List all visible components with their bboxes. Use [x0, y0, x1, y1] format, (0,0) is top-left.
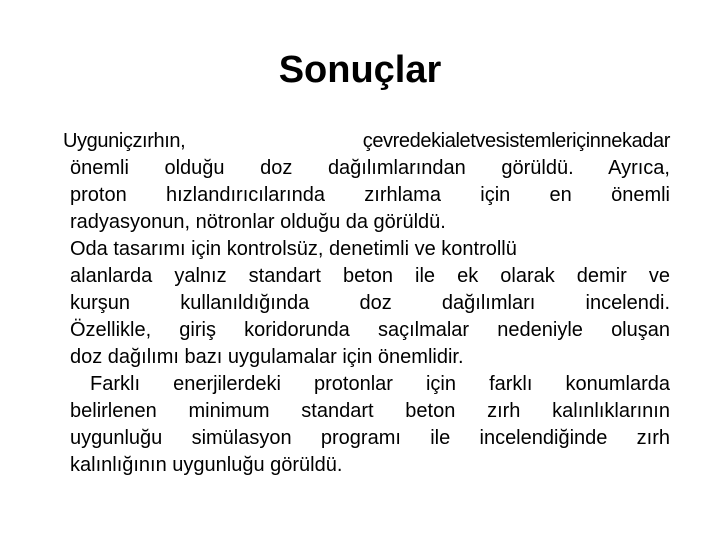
body-line-2: önemli olduğu doz dağılımlarından görüldü. Ayrıca,	[70, 157, 670, 179]
body-line-9: doz dağılımı bazı uygulamalar için önemlidir.	[70, 346, 464, 368]
body-line-6: alanlarda yalnız standart beton ile ek olarak demir ve	[70, 265, 670, 287]
body-line-5: Oda tasarımı için kontrolsüz, denetimli ve kontrollü	[70, 238, 517, 260]
slide-body	[63, 128, 670, 479]
slide-title: Sonuçlar	[278, 49, 442, 91]
body-line-13: kalınlığının uygunluğu görüldü.	[70, 454, 343, 476]
body-line-12: uygunluğu simülasyon programı ile incelendiğinde zırh	[70, 427, 670, 449]
body-line-3: proton hızlandırıcılarında zırhlama için en önemli	[70, 184, 670, 206]
body-line-4: radyasyonun, nötronlar olduğu da görüldü.	[70, 211, 446, 233]
body-line-8: Özellikle, giriş koridorunda saçılmalar nedeniyle oluşan	[70, 319, 670, 341]
body-line-10: Farklı enerjilerdeki protonlar için farklı konumlarda	[90, 373, 670, 395]
body-line-1: Uyguniçzırhın, çevredekialetvesistemleriçinnekadar	[63, 130, 670, 152]
body-line-7: kurşun kullanıldığında doz dağılımları incelendi.	[70, 292, 670, 314]
body-line-11: belirlenen minimum standart beton zırh kalınlıklarının	[70, 400, 670, 422]
